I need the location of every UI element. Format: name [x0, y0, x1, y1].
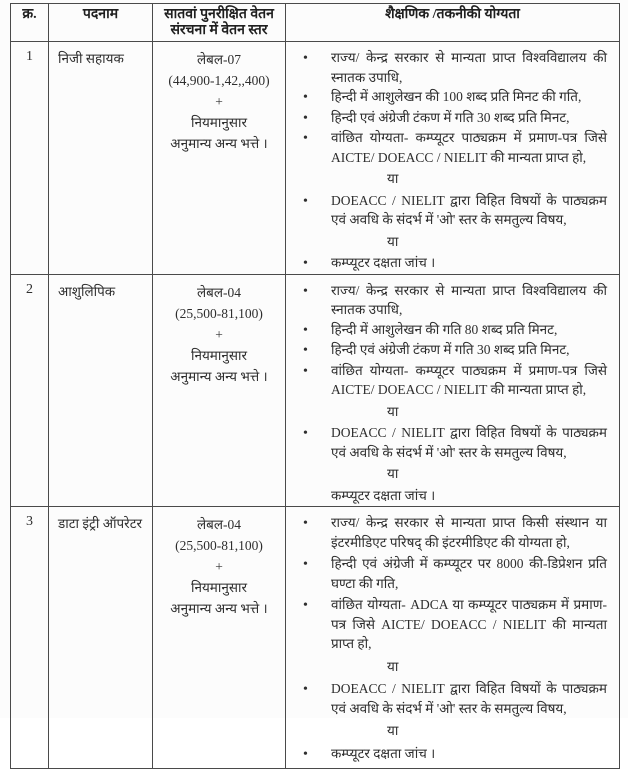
header-qualification — [286, 4, 620, 42]
bullet-icon — [301, 744, 331, 765]
pay-note-line1: नियमानुसार — [190, 580, 248, 595]
bullet-icon — [301, 423, 331, 462]
header-serial — [11, 4, 49, 42]
or-separator: या — [387, 466, 399, 481]
table-row — [11, 42, 620, 275]
qualification-item — [301, 554, 607, 593]
bullet-icon — [301, 340, 331, 361]
qualification-text: कम्प्यूटर दक्षता जांच । — [331, 487, 436, 503]
qualification-text: हिन्दी में आशुलेखन की गति 80 शब्द प्रति मिनट, — [331, 321, 558, 337]
pay-plus: + — [215, 559, 223, 574]
bullet-icon — [301, 679, 331, 718]
qualification-item — [301, 191, 607, 230]
recruitment-table — [10, 3, 620, 769]
serial-number: 3 — [26, 514, 33, 529]
bullet-icon — [301, 281, 331, 320]
qualification-text: DOEACC / NIELIT द्वारा विहित विषयों के पाठ्यक्रम एवं अवधि के संदर्भ में 'ओ' स्तर के समतुल्य विषय, — [331, 192, 607, 227]
post-cell — [49, 507, 153, 769]
post-cell — [49, 42, 153, 275]
qualification-item — [301, 340, 607, 361]
or-separator: या — [387, 233, 399, 249]
pay-scale: (25,500-81,100) — [175, 305, 263, 321]
pay-cell — [153, 507, 286, 769]
qualification-text: राज्य/ केन्द्र सरकार से मान्यता प्राप्त विश्वविद्यालय की स्नातक उपाधि, — [331, 50, 607, 85]
or-separator: या — [387, 403, 399, 419]
header-qualification-label: शैक्षणिक /तकनीकी योग्यता — [385, 7, 520, 22]
qualification-text: वांछित योग्यता- कम्प्यूटर पाठ्यक्रम में प्रमाण-पत्र जिसे AICTE/ DOEACC / NIELIT की मान्यता प्राप्त हो, — [331, 130, 607, 165]
pay-cell — [153, 42, 286, 275]
table-row — [11, 507, 620, 769]
or-separator: या — [387, 658, 399, 674]
bullet-icon — [301, 361, 331, 400]
pay-level: लेबल-07 — [196, 52, 241, 67]
pay-level: लेबल-04 — [196, 517, 241, 532]
qualification-text: राज्य/ केन्द्र सरकार से मान्यता प्राप्त विश्वविद्यालय की स्नातक उपाधि, — [331, 282, 607, 317]
pay-cell — [153, 274, 286, 507]
qualification-text: वांछित योग्यता- कम्प्यूटर पाठ्यक्रम में प्रमाण-पत्र जिसे AICTE/ DOEACC / NIELIT की मान्यता प्राप्त हो, — [331, 362, 607, 397]
qualification-cell — [286, 274, 620, 507]
bullet-icon — [301, 48, 331, 87]
table-header-row — [11, 4, 620, 42]
qualification-text: राज्य/ केन्द्र सरकार से मान्यता प्राप्त किसी संस्थान या इंटरमीडिएट परिषद् की इंटरमीडिएट की योग्यता हो, — [331, 515, 607, 550]
bullet-icon — [301, 595, 331, 654]
bullet-icon — [301, 128, 331, 167]
qualification-text: DOEACC / NIELIT द्वारा विहित विषयों के पाठ्यक्रम एवं अवधि के संदर्भ में 'ओ' स्तर के समतुल्य विषय, — [331, 425, 607, 460]
post-cell — [49, 274, 153, 507]
table-row — [11, 274, 620, 507]
qualification-text: वांछित योग्यता- ADCA या कम्प्यूटर पाठ्यक्रम में प्रमाण-पत्र जिसे AICTE/ DOEACC / NIELIT की मान्यता प्राप्त हो, — [331, 597, 607, 651]
bullet-icon — [301, 191, 331, 230]
pay-note-line2: अनुमान्य अन्य भत्ते । — [170, 136, 268, 151]
qualification-text: DOEACC / NIELIT द्वारा विहित विषयों के पाठ्यक्रम एवं अवधि के संदर्भ में 'ओ' स्तर के समतुल्य विषय, — [331, 681, 607, 716]
pay-plus: + — [215, 94, 223, 109]
qualification-item — [301, 361, 607, 400]
bullet-icon — [301, 108, 331, 129]
pay-note-line1: नियमानुसार — [190, 115, 248, 130]
pay-note-line1: नियमानुसार — [190, 347, 248, 363]
header-pay — [153, 4, 286, 42]
qualification-cell — [286, 507, 620, 769]
qualification-item — [301, 595, 607, 654]
qualification-item — [301, 48, 607, 87]
or-separator: या — [387, 171, 399, 186]
qualification-item — [301, 87, 607, 108]
qualification-text: हिन्दी में आशुलेखन की 100 शब्द प्रति मिनट की गति, — [331, 89, 582, 104]
post-name: डाटा इंट्री ऑपरेटर — [58, 516, 143, 531]
header-pay-line1: सातवां पुनरीक्षित वेतन — [164, 7, 274, 22]
qualification-item — [301, 253, 607, 274]
serial-number: 1 — [26, 49, 33, 64]
bullet-icon — [301, 87, 331, 108]
qualification-text: कम्प्यूटर दक्षता जांच । — [331, 255, 436, 270]
serial-cell — [11, 507, 49, 769]
serial-cell — [11, 42, 49, 275]
qualification-cell — [286, 42, 620, 275]
qualification-item — [301, 320, 607, 341]
pay-scale: (25,500-81,100) — [175, 538, 263, 553]
post-name: आशुलिपिक — [58, 283, 116, 299]
qualification-item — [301, 679, 607, 718]
serial-number: 2 — [26, 281, 33, 297]
qualification-text: कम्प्यूटर दक्षता जांच । — [331, 745, 436, 761]
qualification-item — [301, 128, 607, 167]
header-post-label: पदनाम — [82, 7, 119, 22]
bullet-icon — [301, 554, 331, 593]
qualification-item — [301, 108, 607, 129]
header-post — [49, 4, 153, 42]
qualification-text: हिन्दी एवं अंग्रेजी में कम्प्यूटर पर 8000 की-डिप्रेशन प्रति घण्टा की गति, — [331, 556, 607, 591]
qualification-item — [301, 744, 607, 765]
header-pay-line2: संरचना में वेतन स्तर — [170, 23, 268, 38]
qualification-item — [301, 423, 607, 462]
serial-cell — [11, 274, 49, 507]
pay-plus: + — [215, 326, 223, 342]
bullet-icon — [301, 320, 331, 341]
bullet-icon — [301, 513, 331, 552]
qualification-text: हिन्दी एवं अंग्रेजी टंकण में गति 30 शब्द प्रति मिनट, — [331, 109, 570, 125]
header-serial-label: क्र. — [22, 7, 37, 22]
bullet-icon — [301, 253, 331, 274]
qualification-item — [301, 513, 607, 552]
pay-note-line2: अनुमान्य अन्य भत्ते । — [170, 601, 268, 616]
pay-note-line2: अनुमान्य अन्य भत्ते । — [170, 368, 268, 384]
post-name: निजी सहायक — [58, 51, 124, 66]
qualification-text: हिन्दी एवं अंग्रेजी टंकण में गति 30 शब्द प्रति मिनट, — [331, 342, 570, 357]
or-separator: या — [387, 723, 399, 738]
pay-scale: (44,900-1,42,,400) — [168, 73, 270, 88]
qualification-item — [301, 281, 607, 320]
pay-level: लेबल-04 — [196, 284, 241, 300]
qualification-item — [301, 486, 607, 507]
